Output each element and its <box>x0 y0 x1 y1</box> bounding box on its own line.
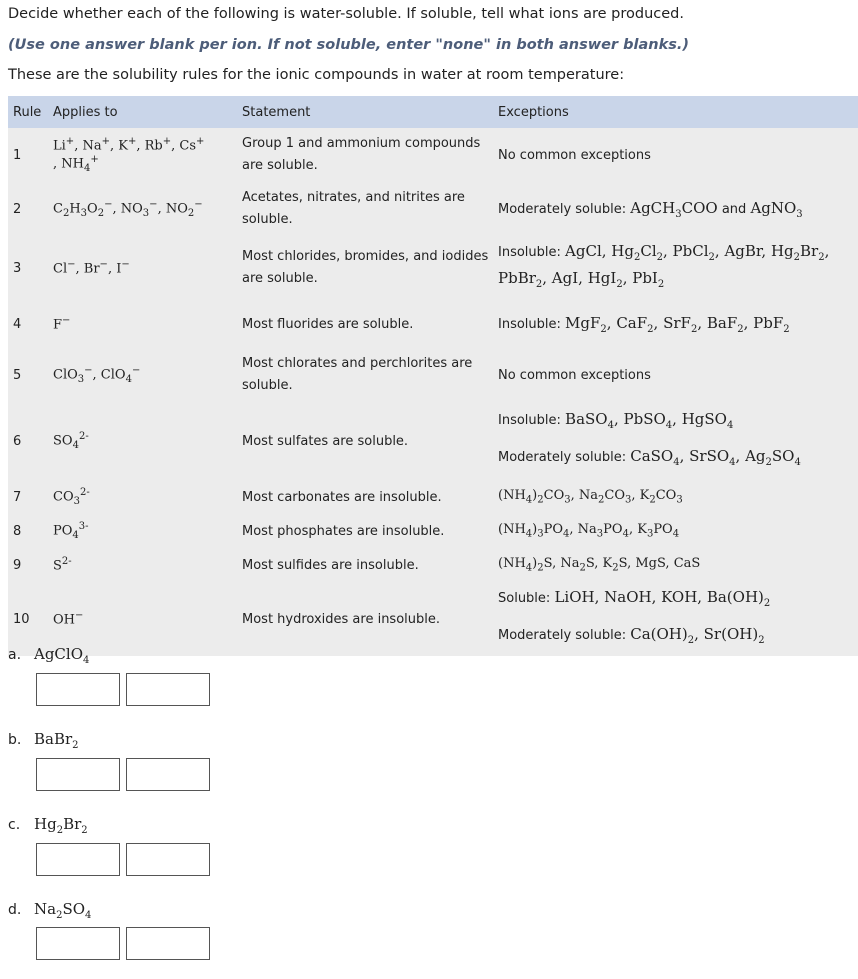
rule-number: 2 <box>13 201 22 217</box>
exceptions-and: and <box>721 201 747 217</box>
exceptions-label: Moderately soluble: <box>498 201 627 217</box>
applies-to: OH− <box>53 610 84 628</box>
applies-to: $SO_4^{2-}$ <box>53 431 89 451</box>
applies-to: $S^{2-}$ <box>53 556 72 574</box>
table-row <box>8 514 858 548</box>
header-exceptions: Exceptions <box>493 96 858 128</box>
exceptions-label: Moderately soluble: <box>498 450 627 465</box>
rule-number: 8 <box>13 523 22 539</box>
rule-number: 7 <box>13 489 22 505</box>
question-letter: c. <box>8 817 21 833</box>
question-compound: AgClO$_4$ <box>34 645 90 666</box>
answer-b-ion1-input[interactable] <box>36 758 120 791</box>
applies-to: Li+, Na+, K+, Rb+, Cs+ , $NH_4^+$ <box>53 136 205 174</box>
answer-d-ion1-input[interactable] <box>36 927 120 960</box>
applies-to: $C_2H_3O_2^-$, $NO_3^-$, $NO_2^-$ <box>53 199 203 219</box>
question-compound: BaBr$_2$ <box>34 730 79 751</box>
answer-c-ion1-input[interactable] <box>36 843 120 876</box>
rule-number: 4 <box>13 316 22 332</box>
table-row <box>8 548 858 582</box>
rule-statement: Most sulfides are insoluble. <box>242 557 419 573</box>
table-row <box>8 182 858 236</box>
rule-exceptions: $(NH_4)_2S$, $Na_2S$, $K_2S$, MgS, CaS <box>498 556 701 574</box>
rule-statement: Most fluorides are soluble. <box>242 316 414 332</box>
rule-exceptions: Soluble: LiOH, NaOH, KOH, $Ba(OH)_2$ Moderately soluble: $Ca(OH)_2$, $Sr(OH)_2$ <box>498 588 771 646</box>
question-compound: $Hg_2Br_2$ <box>34 815 88 836</box>
applies-to: Cl−, Br−, I− <box>53 259 130 277</box>
question-letter: b. <box>8 732 22 748</box>
applies-to: ClO$_3$−, ClO$_4$− <box>53 365 141 385</box>
rule-exceptions: $(NH_4)_3PO_4$, $Na_3PO_4$, $K_3PO_4$ <box>498 522 680 540</box>
rule-statement: Group 1 and ammonium compounds are soluble. <box>242 136 481 173</box>
instruction-text: Decide whether each of the following is water-soluble. If soluble, tell what ions are produced. <box>8 6 684 22</box>
exceptions-label: Insoluble: <box>498 413 561 428</box>
table-row <box>8 128 858 182</box>
table-row <box>8 236 858 300</box>
exceptions-label: Insoluble: <box>498 316 561 332</box>
rule-number: 1 <box>13 147 22 163</box>
rule-number: 5 <box>13 367 22 383</box>
question-letter: d. <box>8 902 22 918</box>
rule-statement: Most chlorates and perchlorites are soluble. <box>242 356 473 393</box>
rule-exceptions: Insoluble: AgCl, $Hg_2Cl_2$, PbCl$_2$, AgBr, $Hg_2Br_2$, PbBr$_2$, AgI, HgI$_2$, PbI$_2$ <box>498 242 830 290</box>
answer-d-ion2-input[interactable] <box>126 927 210 960</box>
question-b <box>8 730 79 751</box>
table-row <box>8 300 858 348</box>
rule-number: 10 <box>13 611 30 627</box>
rule-statement: Most phosphates are insoluble. <box>242 523 445 539</box>
rules-intro: These are the solubility rules for the ionic compounds in water at room temperature: <box>8 67 625 83</box>
applies-to: F− <box>53 315 71 333</box>
table-row <box>8 582 858 656</box>
applies-to: $CO_3^{2-}$ <box>53 487 90 507</box>
table-row <box>8 480 858 514</box>
answer-c-ion2-input[interactable] <box>126 843 210 876</box>
exceptions-label: Moderately soluble: <box>498 628 627 643</box>
exceptions-label: Insoluble: <box>498 245 561 260</box>
answer-b-ion2-input[interactable] <box>126 758 210 791</box>
rule-exceptions: No common exceptions <box>498 367 651 383</box>
applies-to: $PO_4^{3-}$ <box>53 521 89 541</box>
rule-exceptions: $(NH_4)_2CO_3$, $Na_2CO_3$, $K_2CO_3$ <box>498 488 683 506</box>
rule-number: 6 <box>13 433 22 449</box>
rule-exceptions: Insoluble: BaSO$_4$, PbSO$_4$, HgSO$_4$ Moderately soluble: CaSO$_4$, SrSO$_4$, $Ag_2SO_4$ <box>498 410 801 468</box>
rule-statement: Most hydroxides are insoluble. <box>242 611 441 627</box>
question-compound: $Na_2SO_4$ <box>34 900 92 921</box>
question-letter: a. <box>8 647 22 663</box>
rule-statement: Acetates, nitrates, and nitrites are soluble. <box>242 190 465 227</box>
table-row <box>8 402 858 480</box>
answer-a-ion1-input[interactable] <box>36 673 120 706</box>
rule-statement: Most sulfates are soluble. <box>242 433 409 449</box>
table-header-row <box>8 96 858 128</box>
answer-a-ion2-input[interactable] <box>126 673 210 706</box>
rule-number: 3 <box>13 260 22 276</box>
rule-statement: Most carbonates are insoluble. <box>242 489 442 505</box>
rule-exceptions: Moderately soluble: AgCH$_3$COO and AgNO$_3$ <box>498 198 803 220</box>
rule-number: 9 <box>13 557 22 573</box>
solubility-rules-table <box>8 96 858 656</box>
rule-statement: Most chlorides, bromides, and iodides are soluble. <box>242 249 489 286</box>
question-a <box>8 645 89 666</box>
header-rule: Rule <box>8 96 48 128</box>
question-c <box>8 815 88 836</box>
instruction-note: (Use one answer blank per ion. If not soluble, enter "none" in both answer blanks.) <box>8 37 689 53</box>
question-d <box>8 900 91 921</box>
exceptions-label: Soluble: <box>498 591 551 606</box>
header-statement: Statement <box>237 96 493 128</box>
rule-exceptions: Insoluble: MgF$_2$, CaF$_2$, SrF$_2$, BaF$_2$, PbF$_2$ <box>498 313 790 335</box>
rule-exceptions: No common exceptions <box>498 147 651 163</box>
header-applies: Applies to <box>48 96 237 128</box>
table-row <box>8 348 858 402</box>
